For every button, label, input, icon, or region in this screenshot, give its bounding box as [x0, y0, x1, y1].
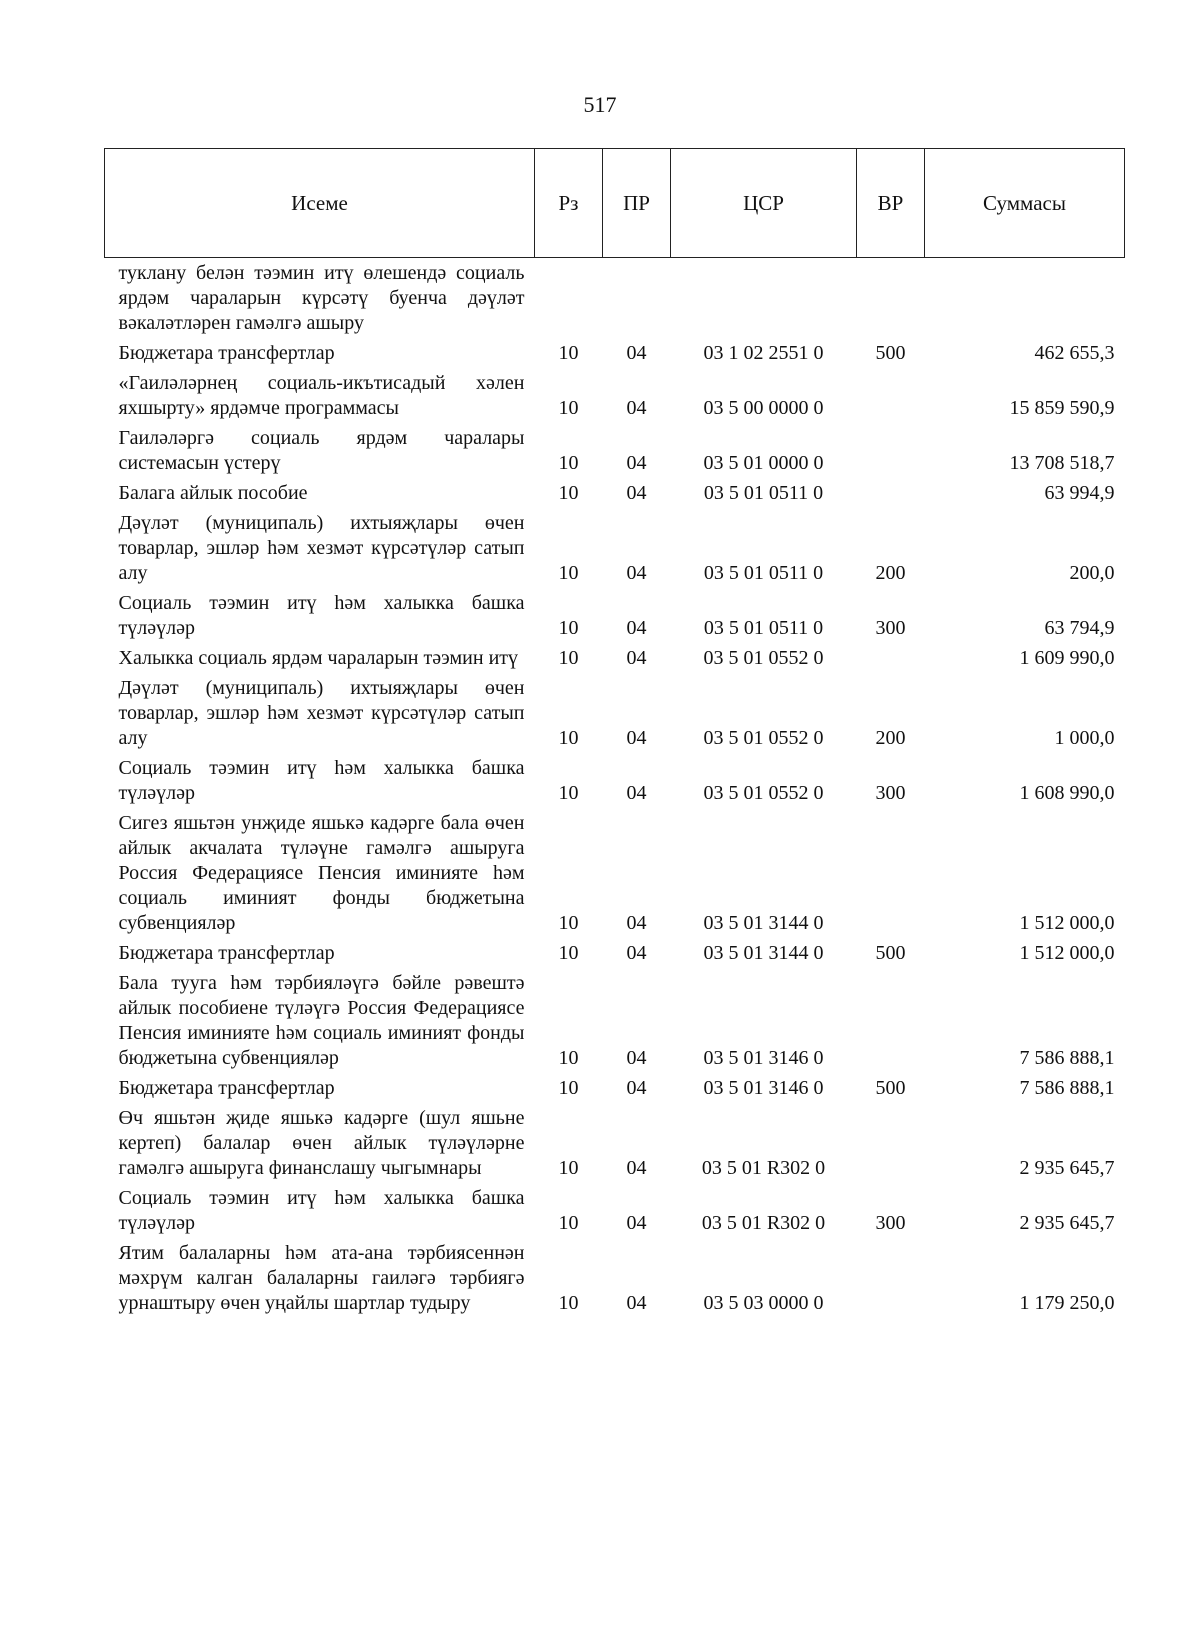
cell-vr: 500 — [875, 1077, 906, 1099]
cell-vr — [857, 971, 925, 1076]
table-header-row — [105, 149, 1125, 258]
cell-pr: 04 — [626, 1047, 647, 1069]
cell-csr: 03 5 01 3146 0 — [703, 1077, 824, 1099]
table-row — [105, 971, 1125, 1076]
cell-vr: 500 — [875, 342, 906, 364]
cell-pr: 04 — [626, 782, 647, 804]
cell-sum: 7 586 888,1 — [1019, 1077, 1115, 1099]
cell-sum: 63 994,9 — [1044, 482, 1115, 504]
cell-vr: 500 — [875, 942, 906, 964]
header-vr: ВР — [857, 149, 925, 258]
cell-csr: 03 5 01 0511 0 — [703, 482, 824, 504]
cell-name: Сигез яшьтән унҗиде яшькә кадәрге бала өчен айлык акчалата түләүне гамәлгә ашыруга Россия Федерациясе Пенсия иминияте һәм социаль иминият фонды бюджетына субвенцияләр — [118, 812, 525, 934]
cell-pr — [603, 258, 671, 342]
table-row — [105, 371, 1125, 426]
cell-rz: 10 — [558, 342, 579, 364]
cell-rz: 10 — [558, 912, 579, 934]
cell-rz: 10 — [558, 1212, 579, 1234]
cell-pr: 04 — [626, 1212, 647, 1234]
cell-pr: 04 — [626, 617, 647, 639]
table-row — [105, 1076, 1125, 1106]
cell-rz: 10 — [558, 727, 579, 749]
table-row — [105, 591, 1125, 646]
cell-csr: 03 5 01 3144 0 — [703, 942, 824, 964]
cell-vr: 300 — [875, 782, 906, 804]
cell-pr: 04 — [626, 912, 647, 934]
cell-pr: 04 — [626, 482, 647, 504]
cell-pr: 04 — [626, 727, 647, 749]
cell-name: Гаиләләргә социаль ярдәм чаралары системасын үстерү — [118, 427, 525, 474]
cell-sum: 7 586 888,1 — [1019, 1047, 1115, 1069]
table-row — [105, 511, 1125, 591]
cell-sum: 2 935 645,7 — [1019, 1157, 1115, 1179]
cell-pr: 04 — [626, 342, 647, 364]
cell-vr: 200 — [875, 562, 906, 584]
cell-rz: 10 — [558, 1077, 579, 1099]
cell-vr — [857, 481, 925, 511]
cell-rz: 10 — [558, 397, 579, 419]
cell-name: туклану белән тәэмин итү өлешендә социаль ярдәм чараларын күрсәтү буенча дәүләт вәкаләтләрен гамәлгә ашыру — [118, 262, 525, 334]
header-sum: Суммасы — [925, 149, 1125, 258]
header-name: Исеме — [105, 149, 535, 258]
cell-sum: 13 708 518,7 — [1009, 452, 1115, 474]
cell-pr: 04 — [626, 1077, 647, 1099]
cell-sum: 1 608 990,0 — [1019, 782, 1115, 804]
header-csr: ЦСР — [671, 149, 857, 258]
cell-sum: 1 609 990,0 — [1019, 647, 1115, 669]
cell-rz: 10 — [558, 782, 579, 804]
cell-pr: 04 — [626, 397, 647, 419]
cell-pr: 04 — [626, 647, 647, 669]
cell-vr — [857, 1241, 925, 1321]
cell-rz — [535, 258, 603, 342]
cell-vr — [857, 646, 925, 676]
cell-sum: 1 512 000,0 — [1019, 942, 1115, 964]
header-rz: Рз — [535, 149, 603, 258]
cell-pr: 04 — [626, 452, 647, 474]
cell-sum — [925, 258, 1125, 342]
cell-name: Халыкка социаль ярдәм чараларын тәэмин итү — [118, 647, 519, 669]
cell-vr: 300 — [875, 1212, 906, 1234]
cell-csr — [671, 258, 857, 342]
cell-rz: 10 — [558, 452, 579, 474]
cell-vr — [857, 426, 925, 481]
cell-csr: 03 5 01 0552 0 — [703, 782, 824, 804]
table-row — [105, 646, 1125, 676]
cell-pr: 04 — [626, 562, 647, 584]
cell-csr: 03 5 01 0511 0 — [703, 562, 824, 584]
cell-name: Өч яшьтән җиде яшькә кадәрге (шул яшьне кертеп) балалар өчен айлык түләүләрне гамәлгә ашыруга финанслашу чыгымнары — [118, 1107, 525, 1179]
cell-sum: 15 859 590,9 — [1009, 397, 1115, 419]
table-row — [105, 941, 1125, 971]
cell-name: Социаль тәэмин итү һәм халыкка башка түләүләр — [118, 1187, 525, 1234]
cell-csr: 03 5 00 0000 0 — [703, 397, 824, 419]
cell-rz: 10 — [558, 1047, 579, 1069]
cell-sum: 1 000,0 — [1054, 727, 1115, 749]
cell-name: Социаль тәэмин итү һәм халыкка башка түләүләр — [118, 592, 525, 639]
table-body — [105, 258, 1125, 1322]
table-row — [105, 811, 1125, 941]
table-row — [105, 481, 1125, 511]
table-row — [105, 756, 1125, 811]
cell-csr: 03 5 01 0511 0 — [703, 617, 824, 639]
cell-name: Бала тууга һәм тәрбияләүгә бәйле рәвештә айлык пособиене түләүгә Россия Федерациясе Пенсия иминияте һәм социаль иминият фонды бюджетына субвенцияләр — [118, 972, 525, 1069]
cell-vr — [857, 811, 925, 941]
cell-rz: 10 — [558, 562, 579, 584]
cell-csr: 03 5 01 0552 0 — [703, 647, 824, 669]
cell-sum: 1 179 250,0 — [1019, 1292, 1115, 1314]
table-row — [105, 426, 1125, 481]
cell-name: Ятим балаларны һәм ата-ана тәрбиясеннән мәхрүм калган балаларны гаиләгә тәрбиягә урнаштыру өчен уңайлы шартлар тудыру — [118, 1242, 525, 1314]
cell-name: Дәүләт (муниципаль) ихтыяҗлары өчен товарлар, эшләр һәм хезмәт күрсәтүләр сатып алу — [118, 512, 525, 584]
table-row — [105, 676, 1125, 756]
cell-vr: 200 — [875, 727, 906, 749]
cell-csr: 03 5 01 3144 0 — [703, 912, 824, 934]
table-row — [105, 1241, 1125, 1321]
cell-sum: 1 512 000,0 — [1019, 912, 1115, 934]
cell-name: Бюджетара трансфертлар — [118, 942, 335, 964]
cell-csr: 03 5 03 0000 0 — [703, 1292, 824, 1314]
cell-csr: 03 5 01 0552 0 — [703, 727, 824, 749]
cell-vr — [857, 1106, 925, 1186]
cell-rz: 10 — [558, 482, 579, 504]
cell-name: Бюджетара трансфертлар — [118, 1077, 335, 1099]
cell-rz: 10 — [558, 617, 579, 639]
cell-sum: 462 655,3 — [1034, 342, 1115, 364]
cell-csr: 03 5 01 R302 0 — [701, 1212, 826, 1234]
cell-csr: 03 5 01 3146 0 — [703, 1047, 824, 1069]
cell-vr — [857, 258, 925, 342]
cell-vr: 300 — [875, 617, 906, 639]
cell-pr: 04 — [626, 942, 647, 964]
cell-rz: 10 — [558, 1157, 579, 1179]
cell-name: Дәүләт (муниципаль) ихтыяҗлары өчен товарлар, эшләр һәм хезмәт күрсәтүләр сатып алу — [118, 677, 525, 749]
cell-name: Бюджетара трансфертлар — [118, 342, 335, 364]
header-pr: ПР — [603, 149, 671, 258]
cell-csr: 03 5 01 R302 0 — [701, 1157, 826, 1179]
cell-name: Балага айлык пособие — [118, 482, 308, 504]
budget-table — [104, 148, 1125, 1321]
table-row — [105, 1186, 1125, 1241]
cell-rz: 10 — [558, 942, 579, 964]
cell-vr — [857, 371, 925, 426]
cell-rz: 10 — [558, 647, 579, 669]
cell-csr: 03 5 01 0000 0 — [703, 452, 824, 474]
table-row — [105, 258, 1125, 342]
cell-sum: 63 794,9 — [1044, 617, 1115, 639]
cell-sum: 2 935 645,7 — [1019, 1212, 1115, 1234]
cell-pr: 04 — [626, 1292, 647, 1314]
page-number: 517 — [583, 92, 617, 117]
cell-sum: 200,0 — [1069, 562, 1115, 584]
table-row — [105, 1106, 1125, 1186]
cell-pr: 04 — [626, 1157, 647, 1179]
cell-name: «Гаиләләрнең социаль-икътисадый хәлен яхшырту» ярдәмче программасы — [118, 372, 525, 419]
cell-name: Социаль тәэмин итү һәм халыкка башка түләүләр — [118, 757, 525, 804]
cell-csr: 03 1 02 2551 0 — [703, 342, 824, 364]
cell-rz: 10 — [558, 1292, 579, 1314]
table-row — [105, 341, 1125, 371]
